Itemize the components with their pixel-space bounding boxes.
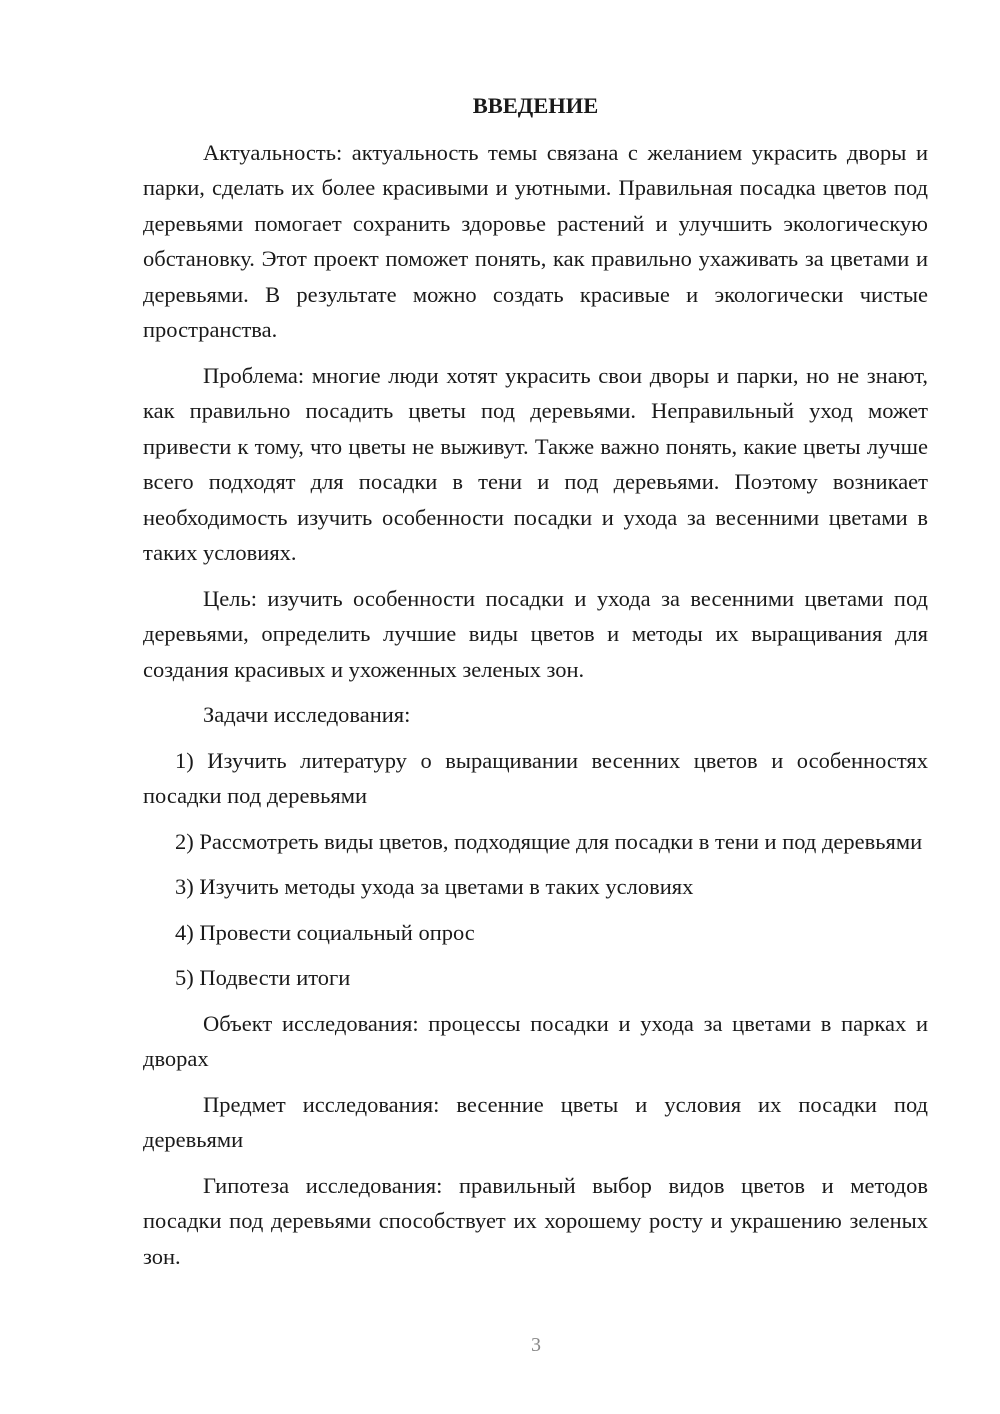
hypothesis-paragraph: Гипотеза исследования: правильный выбор видов цветов и методов посадки под деревьями способствует их хорошему росту и украшению зеленых зон. bbox=[143, 1172, 928, 1269]
problem-paragraph: Проблема: многие люди хотят украсить свои дворы и парки, но не знают, как правильно посадить цветы под деревьями. Неправильный уход может привести к тому, что цветы не выживут. Также важно понять, какие цветы лучше всего подходят для посадки в тени и под деревьями. Поэтому возникает необходимость изучить особенности посадки и ухода за весенними цветами в таких условиях. bbox=[143, 362, 928, 565]
subject-paragraph: Предмет исследования: весенние цветы и условия их посадки под деревьями bbox=[143, 1091, 928, 1152]
object-paragraph: Объект исследования: процессы посадки и ухода за цветами в парках и дворах bbox=[143, 1010, 928, 1071]
goal-paragraph: Цель: изучить особенности посадки и ухода за весенними цветами под деревьями, определить лучшие виды цветов и методы их выращивания для создания красивых и ухоженных зеленых зон. bbox=[143, 585, 928, 682]
document-page bbox=[143, 88, 928, 1284]
task-item: 2) Рассмотреть виды цветов, подходящие для посадки в тени и под деревьями bbox=[175, 828, 923, 854]
page-number: 3 bbox=[531, 1334, 541, 1356]
task-item: 1) Изучить литературу о выращивании весенних цветов и особенностях посадки под деревьями bbox=[143, 747, 928, 808]
page-title: ВВЕДЕНИЕ bbox=[472, 93, 599, 118]
task-item: 5) Подвести итоги bbox=[175, 965, 351, 990]
tasks-heading: Задачи исследования: bbox=[203, 702, 411, 727]
relevance-paragraph: Актуальность: актуальность темы связана с желанием украсить дворы и парки, сделать их более красивыми и уютными. Правильная посадка цветов под деревьями помогает сохранить здоровье растений и улучшить экологическую обстановку. Этот проект поможет понять, как правильно ухаживать за цветами и деревьями. В результате можно создать красивые и экологически чистые пространства. bbox=[143, 139, 928, 342]
task-item: 3) Изучить методы ухода за цветами в таких условиях bbox=[175, 874, 694, 899]
task-item: 4) Провести социальный опрос bbox=[175, 919, 475, 945]
